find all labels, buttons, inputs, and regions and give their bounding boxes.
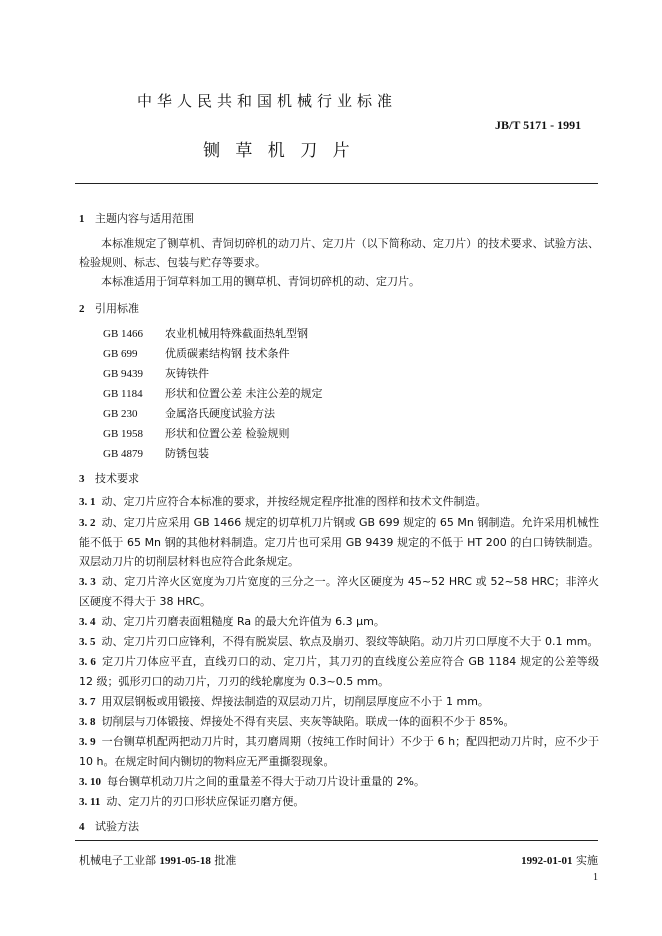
document-title: 铡 草 机 刀 片: [203, 141, 355, 161]
implementation-date: 1992-01-01: [521, 855, 573, 867]
reference-item: GB 230 金属洛氏硬度试验方法: [103, 407, 275, 420]
reference-item: GB 1958 形状和位置公差 检验规则: [103, 427, 290, 440]
header-divider: [75, 183, 598, 184]
section-title: 主题内容与适用范围: [95, 212, 194, 225]
approve-label: 批准: [214, 854, 237, 867]
section-4-heading: [79, 818, 139, 834]
clause-3-6: 3. 6 定刀片刀体应平直，直线刃口的动、定刀片，其刀刃的直线度公差应符合 GB 1184 规定的公差等级 12 级；弧形刃口的动刀片，刀刃的线轮廓度为 0.3~0.5 mm。: [79, 655, 599, 688]
section-1-heading: [79, 210, 194, 226]
standard-number: JB/T 5171 - 1991: [495, 118, 582, 132]
reference-item: GB 699 优质碳素结构钢 技术条件: [103, 347, 290, 360]
section-number: 2: [79, 303, 85, 315]
clause-3-11: 3. 11 动、定刀片的刃口形状应保证刃磨方便。: [79, 795, 305, 808]
section-title: 技术要求: [95, 472, 139, 485]
clause-3-7: 3. 7 用双层钢板或用锻接、焊接法制造的双层动刀片，切削层厚度应不小于 1 mm。: [79, 695, 489, 708]
section-3-heading: [79, 470, 139, 486]
clause-3-10: 3. 10 每台铡草机动刀片之间的重量差不得大于动刀片设计重量的 2%。: [79, 775, 425, 788]
reference-item: GB 9439 灰铸铁件: [103, 367, 209, 380]
clause-3-3: 3. 3 动、定刀片淬火区宽度为刀片宽度的三分之一。淬火区硬度为 45~52 HRC 或 52~58 HRC；非淬火区硬度不得大于 38 HRC。: [79, 575, 600, 608]
approval-info: [79, 852, 236, 868]
clause-3-5: 3. 5 动、定刀片刃口应锋利，不得有脱炭层、软点及崩刃、裂纹等缺陷。动刀片刃口厚度不大于 0.1 mm。: [79, 635, 599, 648]
reference-item: GB 4879 防锈包装: [103, 447, 209, 460]
reference-item: GB 1184 形状和位置公差 未注公差的规定: [103, 387, 323, 400]
section-1-paragraph-2: 本标准适用于饲草料加工用的铡草机、青饲切碎机的动、定刀片。: [101, 275, 420, 288]
section-title: 试验方法: [95, 820, 139, 833]
clause-3-2: 3. 2 动、定刀片应采用 GB 1466 规定的切草机刀片钢或 GB 699 规定的 65 Mn 钢制造。允许采用机械性能不低于 65 Mn 钢的其他材料制造。定刀片也可采用 GB 9439 规定的不低于 HT 200 的白口铸铁制造。双层动刀片的切削层材料也应符合此条规定。: [79, 516, 599, 568]
approver: 机械电子工业部: [79, 854, 156, 867]
issuing-organization: 中华人民共和国机械行业标准: [137, 92, 398, 110]
implementation-info: [521, 852, 598, 868]
section-title: 引用标准: [95, 302, 139, 315]
section-number: 1: [79, 213, 85, 225]
approve-date: 1991-05-18: [159, 855, 211, 867]
section-2-heading: [79, 300, 139, 316]
implementation-label: 实施: [576, 854, 598, 867]
section-number: 3: [79, 473, 85, 485]
footer-divider: [75, 840, 598, 841]
clause-3-4: 3. 4 动、定刀片刃磨表面粗糙度 Ra 的最大允许值为 6.3 μm。: [79, 615, 385, 628]
page-number: 1: [593, 872, 598, 883]
section-1-paragraph-1: 本标准规定了铡草机、青饲切碎机的动刀片、定刀片（以下简称动、定刀片）的技术要求、试验方法、检验规则、标志、包装与贮存等要求。: [79, 237, 599, 269]
section-number: 4: [79, 821, 85, 833]
reference-item: GB 1466 农业机械用特殊截面热轧型钢: [103, 327, 308, 340]
clause-3-9: 3. 9 一台铡草机配两把动刀片时，其刃磨周期（按纯工作时间计）不少于 6 h；配四把动刀片时，应不少于 10 h。在规定时间内铡切的物料应无严重撕裂现象。: [79, 735, 599, 768]
clause-3-1: 3. 1 动、定刀片应符合本标准的要求，并按经规定程序批准的图样和技术文件制造。: [79, 495, 487, 508]
clause-3-8: 3. 8 切削层与刀体锻接、焊接处不得有夹层、夹灰等缺陷。联成一体的面积不少于 85%。: [79, 715, 515, 728]
